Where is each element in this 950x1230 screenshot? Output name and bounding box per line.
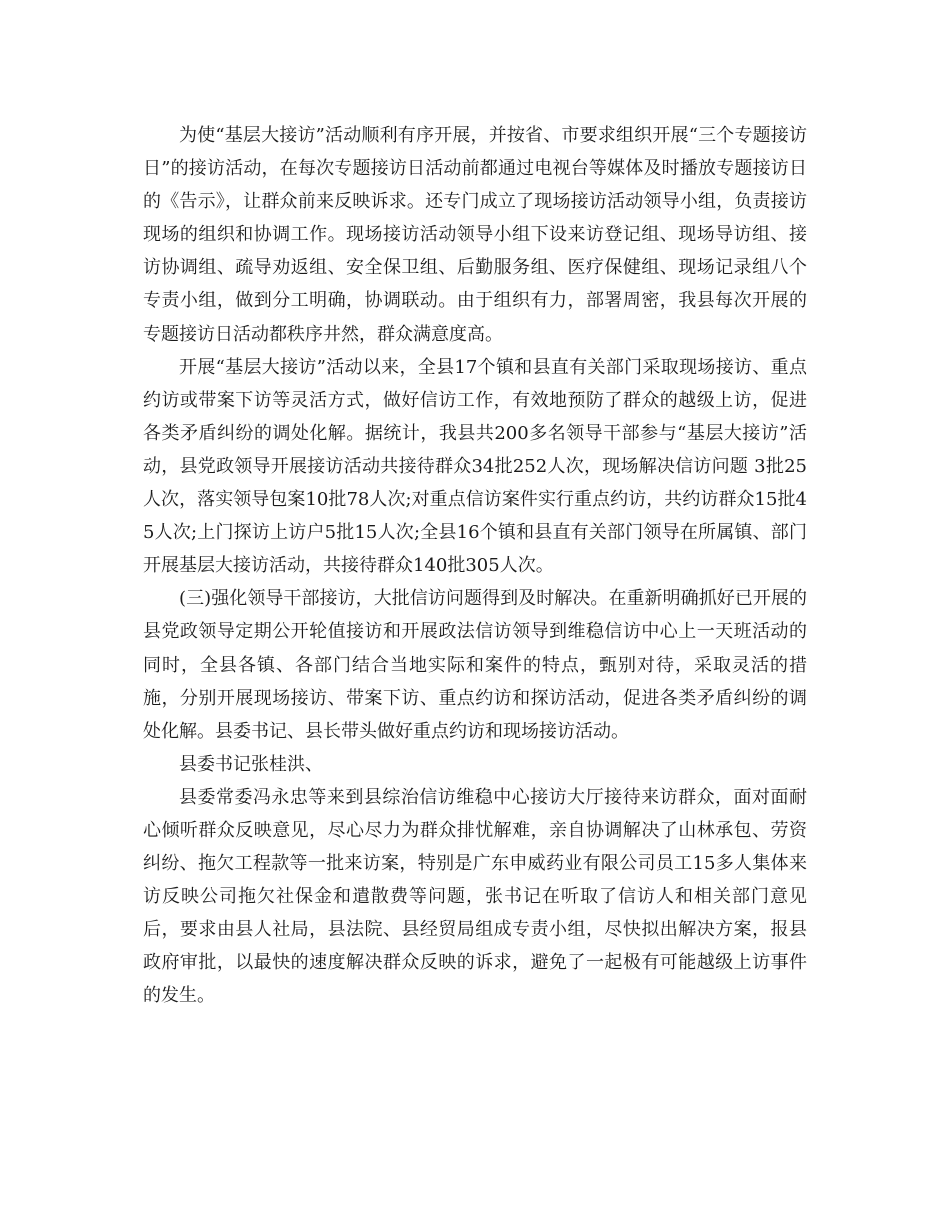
paragraph-reception-case: 县委常委冯永忠等来到县综治信访维稳中心接访大厅接待来访群众，面对面耐心倾听群众反映意见，尽心尽力为群众排忧解难，亲自协调解决了山林承包、劳资纠纷、拖欠工程款等一批来访案，特别是广东申威药业有限公司员工15多人集体来访反映公司拖欠社保金和遣散费等问题，张书记在听取了信访人和相关部门意见后，要求由县人社局，县法院、县经贸局组成专责小组，尽快拟出解决方案，报县政府审批，以最快的速度解决群众反映的诉求，避免了一起极有可能越级上访事件的发生。 bbox=[143, 786, 807, 1007]
paragraph-activity-organization: 为使“基层大接访”活动顺利有序开展，并按省、市要求组织开展“三个专题接访日”的接访活动，在每次专题接访日活动前都通过电视台等媒体及时播放专题接访日的《告示》，让群众前来反映诉求。还专门成立了现场接访活动领导小组，负责接访现场的组织和协调工作。现场接访活动领导小组下设来访登记组、现场导访组、接访协调组、疏导劝返组、安全保卫组、后勤服务组、医疗保健组、现场记录组八个专责小组，做到分工明确，协调联动。由于组织有力，部署周密，我县每次开展的专题接访日活动都秩序井然，群众满意度高。 bbox=[143, 125, 807, 345]
paragraph-leader-reception: (三)强化领导干部接访，大批信访问题得到及时解决。在重新明确抓好已开展的县党政领导定期公开轮值接访和开展政法信访领导到维稳信访中心上一天班活动的同时，全县各镇、各部门结合当地实际和案件的特点，甄别对待，采取灵活的措施，分别开展现场接访、带案下访、重点约访和探访活动，促进各类矛盾纠纷的调处化解。县委书记、县长带头做好重点约访和现场接访活动。 bbox=[143, 588, 807, 742]
paragraph-activity-statistics: 开展“基层大接访”活动以来，全县17个镇和县直有关部门采取现场接访、重点约访或带案下访等灵活方式，做好信访工作，有效地预防了群众的越级上访，促进各类矛盾纠纷的调处化解。据统计，我县共200多名领导干部参与“基层大接访”活动，县党政领导开展接访活动共接待群众34批252人次，现场解决信访问题 3批25人次，落实领导包案10批78人次;对重点信访案件实行重点约访，共约访群众15批45人次;上门探访上访户5批15人次;全县16个镇和县直有关部门领导在所属镇、部门开展基层大接访活动，共接待群众140批305人次。 bbox=[143, 356, 807, 577]
paragraph-party-secretary: 县委书记张桂洪、 bbox=[179, 753, 323, 775]
document-body bbox=[143, 119, 807, 1013]
